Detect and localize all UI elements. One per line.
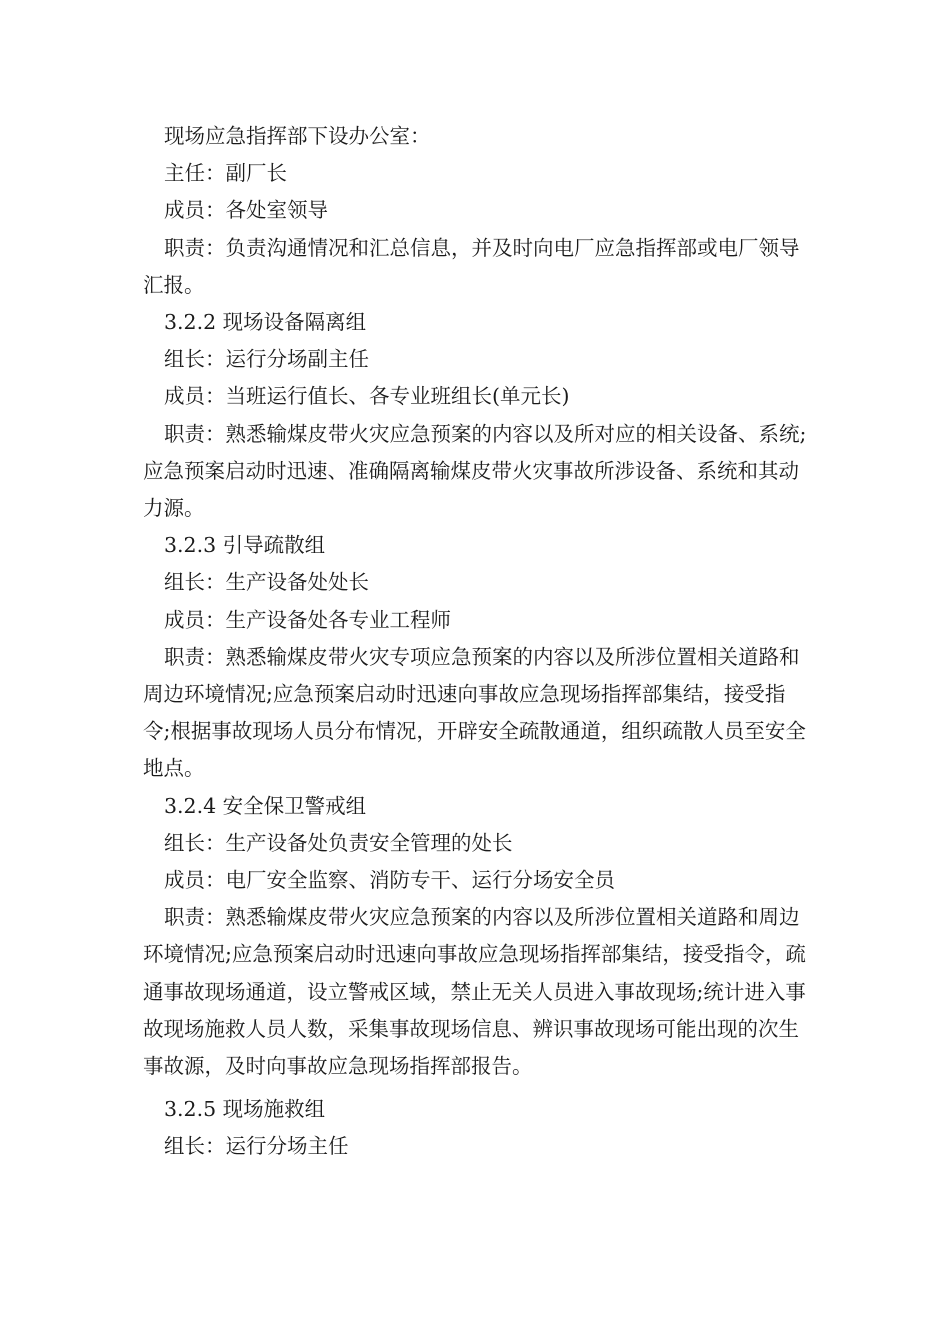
security-duties: 职责：熟悉输煤皮带火灾应急预案的内容以及所涉位置相关道路和周边环境情况;应急预案启动时迅速向事故应急现场指挥部集结，接受指令，疏通事故现场通道，设立警戒区域，禁止无关人员进入事故现场;统计进入事故现场施救人员人数，采集事故现场信息、辨识事故现场可能出现的次生事故源，及时向事故应急现场指挥部报告。 — [143, 905, 806, 1079]
section-heading-3-2-3: 3.2.3 引导疏散组 — [164, 533, 326, 558]
section-heading-3-2-5: 3.2.5 现场施救组 — [164, 1097, 326, 1122]
evacuation-members: 成员：生产设备处各专业工程师 — [164, 607, 451, 632]
office-director: 主任：副厂长 — [164, 161, 287, 186]
office-members: 成员：各处室领导 — [164, 198, 328, 223]
evacuation-leader: 组长：生产设备处处长 — [164, 570, 369, 595]
security-members: 成员：电厂安全监察、消防专干、运行分场安全员 — [164, 868, 615, 893]
rescue-leader: 组长：运行分场主任 — [164, 1134, 349, 1159]
isolation-duties: 职责：熟悉输煤皮带火灾应急预案的内容以及所对应的相关设备、系统;应急预案启动时迅速、准确隔离输煤皮带火灾事故所涉设备、系统和其动力源。 — [143, 421, 807, 521]
evacuation-duties: 职责：熟悉输煤皮带火灾专项应急预案的内容以及所涉位置相关道路和周边环境情况;应急预案启动时迅速向事故应急现场指挥部集结，接受指令;根据事故现场人员分布情况，开辟安全疏散通道，组织疏散人员至安全地点。 — [143, 644, 806, 781]
office-intro: 现场应急指挥部下设办公室： — [164, 124, 431, 148]
security-leader: 组长：生产设备处负责安全管理的处长 — [164, 830, 513, 855]
office-duties: 职责：负责沟通情况和汇总信息，并及时向电厂应急指挥部或电厂领导汇报。 — [143, 235, 800, 297]
isolation-members: 成员：当班运行值长、各专业班组长(单元长) — [164, 384, 570, 409]
isolation-leader: 组长：运行分场副主任 — [164, 347, 369, 372]
section-heading-3-2-2: 3.2.2 现场设备隔离组 — [164, 310, 367, 335]
section-heading-3-2-4: 3.2.4 安全保卫警戒组 — [164, 793, 367, 818]
document-page — [143, 118, 811, 1166]
